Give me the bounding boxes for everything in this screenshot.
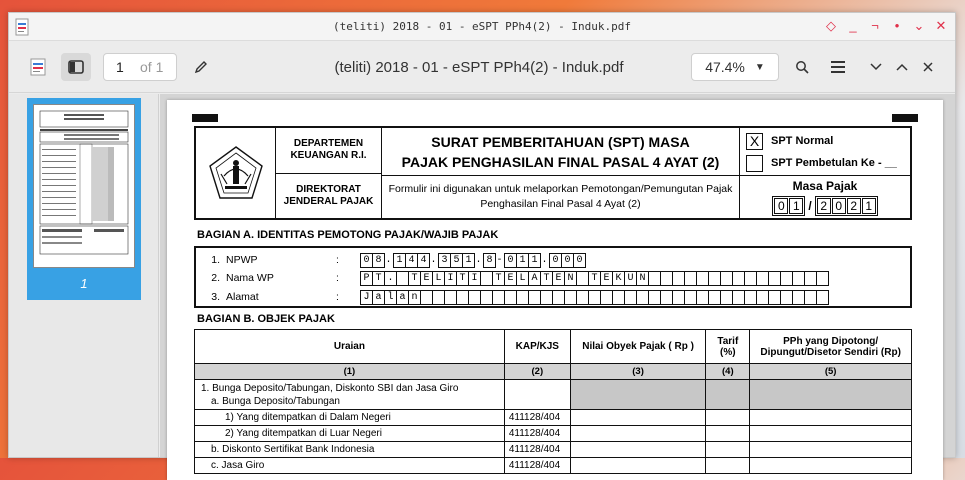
nama-char: T xyxy=(456,271,469,286)
pph-cell[interactable] xyxy=(750,458,912,474)
col-number: (3) xyxy=(570,364,706,380)
chevron-up-icon xyxy=(896,63,908,71)
alamat-char: n xyxy=(408,290,421,305)
nilai-cell[interactable] xyxy=(570,458,706,474)
nama-char: T xyxy=(492,271,505,286)
masa-month-digit: 0 xyxy=(774,198,788,214)
form-title-line1: SURAT PEMBERITAHUAN (SPT) MASA xyxy=(431,133,690,150)
nama-char: L xyxy=(432,271,445,286)
npwp-colon: : xyxy=(336,254,339,266)
npwp-separator: . xyxy=(385,254,392,266)
section-b-title: BAGIAN B. OBJEK PAJAK xyxy=(197,313,335,325)
annotate-button[interactable] xyxy=(189,53,213,81)
table-row xyxy=(195,458,912,474)
nama-char xyxy=(816,271,829,286)
col-header-uraian: Uraian xyxy=(195,330,505,364)
nama-row xyxy=(196,269,828,287)
npwp-digit: 1 xyxy=(393,253,406,268)
tarif-cell[interactable] xyxy=(706,426,750,442)
uraian-text: b. Diskonto Sertifikat Bank Indonesia xyxy=(211,444,375,455)
masa-separator: / xyxy=(808,198,812,213)
ministry-logo xyxy=(196,128,276,218)
kap-text: 411128/404 xyxy=(508,412,561,423)
window-title: (teliti) 2018 - 01 - eSPT PPh4(2) - Induk.pdf xyxy=(332,20,631,33)
kap-text: 411128/404 xyxy=(508,444,561,455)
npwp-digit: 0 xyxy=(561,253,574,268)
form-description: Formulir ini digunakan untuk melaporkan Pemotongan/Pemungutan Pajak Penghasilan Final Pasal 4 Ayat (2) xyxy=(388,183,733,210)
nama-char: E xyxy=(552,271,565,286)
uraian-text: 1) Yang ditempatkan di Dalam Negeri xyxy=(225,412,391,423)
pencil-icon xyxy=(194,60,208,74)
nama-char: I xyxy=(444,271,457,286)
spt-pembetulan-checkbox[interactable] xyxy=(746,155,763,172)
zoom-value: 47.4% xyxy=(705,59,745,75)
npwp-digit: 4 xyxy=(405,253,418,268)
npwp-separator: - xyxy=(496,254,503,266)
nama-char: E xyxy=(504,271,517,286)
table-row xyxy=(195,442,912,458)
zoom-select[interactable] xyxy=(691,53,779,81)
section-a-box xyxy=(194,246,912,308)
npwp-separator: . xyxy=(541,254,548,266)
nama-char: T xyxy=(540,271,553,286)
find-next-button[interactable] xyxy=(863,53,889,81)
kap-text xyxy=(509,394,566,407)
nama-char: . xyxy=(384,271,397,286)
uraian-text: 2) Yang ditempatkan di Luar Negeri xyxy=(225,428,382,439)
pph-cell[interactable] xyxy=(750,442,912,458)
menu-button[interactable] xyxy=(825,53,851,81)
npwp-digit: 4 xyxy=(417,253,430,268)
page-count: of 1 xyxy=(140,59,164,75)
page-thumbnail[interactable] xyxy=(33,104,135,268)
masa-pajak-label: Masa Pajak xyxy=(792,178,858,193)
nama-char: E xyxy=(420,271,433,286)
search-button[interactable] xyxy=(789,53,815,81)
alamat-field[interactable] xyxy=(360,290,828,305)
shade-icon[interactable]: ◇ xyxy=(826,18,836,33)
masa-year-digit: 2 xyxy=(847,198,861,214)
nama-char: T xyxy=(408,271,421,286)
uraian-text: a. Bunga Deposito/Tabungan xyxy=(211,396,340,407)
nilai-cell[interactable] xyxy=(570,426,706,442)
alamat-colon: : xyxy=(336,291,339,303)
nama-char: T xyxy=(588,271,601,286)
spt-normal-checkbox[interactable]: X xyxy=(746,133,763,150)
nama-label: Nama WP xyxy=(226,272,274,284)
kap-text: 411128/404 xyxy=(508,428,561,439)
alamat-char: a xyxy=(396,290,409,305)
thumbnail-sidebar xyxy=(9,94,159,457)
table-row xyxy=(195,426,912,442)
npwp-label: NPWP xyxy=(226,254,258,266)
nama-char: K xyxy=(612,271,625,286)
masa-year-digit: 2 xyxy=(817,198,831,214)
form-header xyxy=(194,126,912,220)
col-number: (5) xyxy=(750,364,912,380)
close-window-icon[interactable]: ✕ xyxy=(935,18,947,33)
col-number: (2) xyxy=(504,364,570,380)
masa-month xyxy=(772,196,805,216)
uraian-text: 1. Bunga Deposito/Tabungan, Diskonto SBI dan Jasa Giro xyxy=(201,383,459,394)
nama-char: T xyxy=(372,271,385,286)
alamat-char: J xyxy=(360,290,373,305)
hamburger-icon xyxy=(831,61,845,73)
directorate-name: DIREKTORAT JENDERAL PAJAK xyxy=(283,183,374,207)
toolbar xyxy=(9,41,955,93)
masa-pajak-field xyxy=(772,196,877,216)
form-title-block xyxy=(382,128,740,218)
npwp-digit: 1 xyxy=(462,253,475,268)
masa-year xyxy=(815,196,878,216)
alamat-label: Alamat xyxy=(226,291,259,303)
col-header-tarif: Tarif (%) xyxy=(706,330,750,364)
page-number-input[interactable] xyxy=(103,53,177,81)
npwp-digit: 0 xyxy=(360,253,373,268)
npwp-digit: 0 xyxy=(549,253,562,268)
document-title: (teliti) 2018 - 01 - eSPT PPh4(2) - Induk.pdf xyxy=(334,58,624,76)
alamat-char: a xyxy=(372,290,385,305)
form-title-line2: PAJAK PENGHASILAN FINAL PASAL 4 AYAT (2) xyxy=(401,153,720,170)
npwp-row xyxy=(196,251,585,269)
npwp-digit: 0 xyxy=(504,253,517,268)
registration-mark xyxy=(892,114,918,122)
col-number: (1) xyxy=(195,364,505,380)
window-controls xyxy=(825,18,947,34)
find-previous-button[interactable] xyxy=(889,53,915,81)
menu-down-icon[interactable]: ⌄ xyxy=(913,18,925,33)
nama-char: U xyxy=(624,271,637,286)
col-header-pph: PPh yang Dipotong/ Dipungut/Disetor Sendiri (Rp) xyxy=(750,330,912,364)
kap-text xyxy=(509,381,566,394)
tarif-cell-shaded xyxy=(706,380,750,410)
nama-char: N xyxy=(564,271,577,286)
spt-pembetulan-label: SPT Pembetulan Ke - __ xyxy=(771,157,897,169)
npwp-separator: . xyxy=(475,254,482,266)
npwp-digit: 8 xyxy=(372,253,385,268)
col-header-nilai: Nilai Obyek Pajak ( Rp ) xyxy=(570,330,706,364)
thumbnail-preview xyxy=(34,105,134,267)
pdf-viewer-window xyxy=(8,12,956,471)
col-number: (4) xyxy=(706,364,750,380)
nilai-cell[interactable] xyxy=(570,442,706,458)
npwp-digit: 5 xyxy=(450,253,463,268)
title-bar[interactable] xyxy=(9,13,955,41)
spt-normal-option[interactable] xyxy=(746,130,904,152)
npwp-digit: 1 xyxy=(528,253,541,268)
table-row xyxy=(195,380,912,410)
maximize-icon[interactable]: ¬ xyxy=(871,18,879,33)
nama-char: L xyxy=(516,271,529,286)
nama-number: 2. xyxy=(211,272,220,284)
department-block xyxy=(276,128,382,218)
section-a-title: BAGIAN A. IDENTITAS PEMOTONG PAJAK/WAJIB PAJAK xyxy=(197,229,499,241)
current-page[interactable]: 1 xyxy=(116,59,124,75)
registration-mark xyxy=(192,114,218,122)
nama-colon: : xyxy=(336,272,339,284)
npwp-digit: 8 xyxy=(483,253,496,268)
npwp-separator: . xyxy=(430,254,437,266)
alamat-row xyxy=(196,288,828,306)
nama-char: E xyxy=(600,271,613,286)
nama-char: I xyxy=(468,271,481,286)
spt-type-block xyxy=(740,128,910,218)
uraian-text: c. Jasa Giro xyxy=(211,460,265,471)
alamat-char xyxy=(816,290,829,305)
chevron-down-icon: ▼ xyxy=(754,61,765,73)
page-thumbnail-selected[interactable] xyxy=(27,98,141,300)
spt-pembetulan-option[interactable] xyxy=(746,152,904,174)
chevron-down-icon xyxy=(870,63,882,71)
tarif-cell[interactable] xyxy=(706,410,750,426)
npwp-digit: 1 xyxy=(516,253,529,268)
sticky-icon[interactable]: • xyxy=(894,18,900,33)
alamat-char: l xyxy=(384,290,397,305)
npwp-digit: 3 xyxy=(438,253,451,268)
nilai-cell[interactable] xyxy=(570,410,706,426)
search-icon xyxy=(795,60,809,74)
nama-char: A xyxy=(528,271,541,286)
document-viewer[interactable] xyxy=(160,94,955,471)
masa-year-digit: 0 xyxy=(832,198,846,214)
close-search-button[interactable] xyxy=(915,53,941,81)
minimize-icon[interactable]: _ xyxy=(849,18,857,33)
npwp-number: 1. xyxy=(211,254,220,266)
kap-text: 411128/404 xyxy=(508,460,561,471)
document-icon xyxy=(27,53,49,81)
npwp-digit: 0 xyxy=(573,253,586,268)
close-icon xyxy=(923,62,933,72)
tarif-cell[interactable] xyxy=(706,442,750,458)
nama-char: N xyxy=(636,271,649,286)
masa-year-digit: 1 xyxy=(862,198,876,214)
table-row xyxy=(195,410,912,426)
pph-cell[interactable] xyxy=(750,426,912,442)
pph-cell-shaded xyxy=(750,380,912,410)
alamat-number: 3. xyxy=(211,291,220,303)
sidebar-icon xyxy=(68,60,84,74)
sidebar-toggle-button[interactable] xyxy=(61,53,91,81)
pph-cell[interactable] xyxy=(750,410,912,426)
thumbnail-page-number: 1 xyxy=(80,276,88,291)
nilai-cell-shaded xyxy=(570,380,706,410)
npwp-field[interactable] xyxy=(360,253,585,268)
col-header-kap: KAP/KJS xyxy=(504,330,570,364)
nama-char: P xyxy=(360,271,373,286)
objek-pajak-table xyxy=(194,329,912,474)
masa-month-digit: 1 xyxy=(789,198,803,214)
department-name: DEPARTEMEN KEUANGAN R.I. xyxy=(276,128,381,174)
pdf-page xyxy=(167,100,943,480)
spt-normal-label: SPT Normal xyxy=(771,135,834,147)
tarif-cell[interactable] xyxy=(706,458,750,474)
nama-field[interactable] xyxy=(360,271,828,286)
